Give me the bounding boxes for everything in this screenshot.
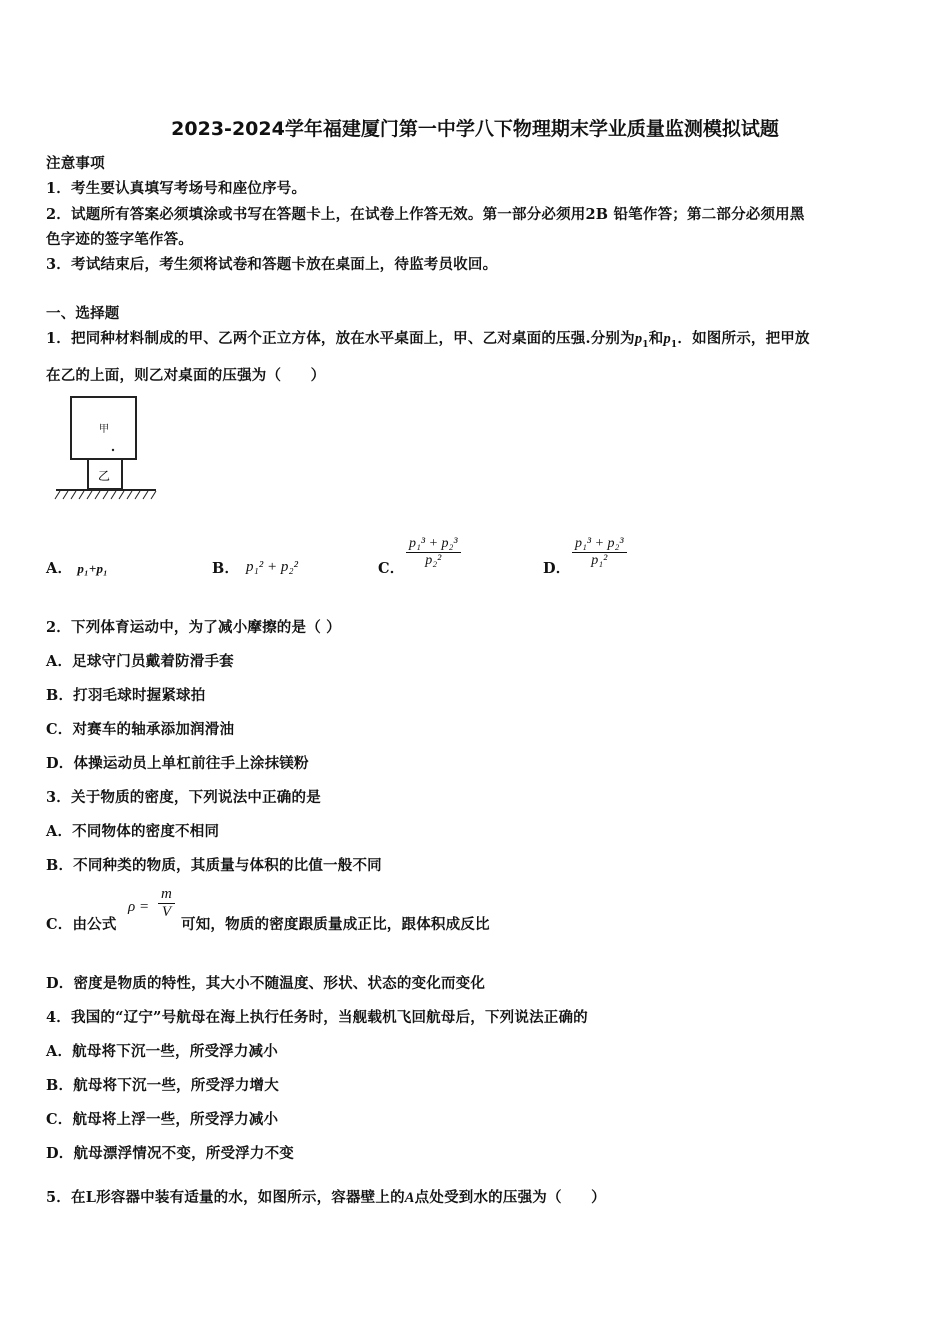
fraction-denominator: V (161, 904, 171, 920)
q5-text-a: 5．在L形容器中装有适量的水，如图所示，容器壁上的 (46, 1189, 405, 1206)
option-label: A． (46, 560, 73, 577)
q1-text-tail: ．如图所示，把甲放 (677, 330, 810, 347)
page-title: 2023-2024学年福建厦门第一中学八下物理期末学业质量监测模拟试题 (171, 118, 779, 140)
option-b[interactable]: B．打羽毛球时握紧球拍 (46, 687, 206, 704)
option-d-label[interactable]: D． (543, 560, 571, 577)
block-jia-label: 甲 (99, 424, 109, 435)
block-yi-label: 乙 (98, 469, 111, 483)
question-1-stem-line2: 在乙的上面，则乙对桌面的压强为（ ） (46, 367, 326, 384)
p-subscript: 1 (670, 339, 678, 350)
notice-item: 3．考试结束后，考生须将试卷和答题卡放在桌面上，待监考员收回。 (46, 256, 498, 273)
density-fraction (158, 886, 175, 921)
option-a[interactable]: A．足球守门员戴着防滑手套 (46, 653, 234, 670)
option-c[interactable]: C．对赛车的轴承添加润滑油 (46, 721, 235, 738)
question-4-stem: 4．我国的“辽宁”号航母在海上执行任务时，当舰载机飞回航母后，下列说法正确的 (46, 1009, 588, 1026)
option-b[interactable]: B．航母将下沉一些，所受浮力增大 (46, 1077, 279, 1094)
option-a[interactable]: A．航母将下沉一些，所受浮力减小 (46, 1043, 278, 1060)
option-b-formula: p₁² + p₂² (246, 559, 299, 575)
option-d[interactable]: D．密度是物质的特性，其大小不随温度、形状、状态的变化而变化 (46, 975, 486, 992)
fraction-denominator: p₂² (425, 553, 442, 568)
question-5-stem (46, 1186, 606, 1207)
option-c-post: 可知，物质的密度跟质量成正比，跟体积成反比 (181, 916, 490, 933)
option-a[interactable]: A．不同物体的密度不相同 (46, 823, 220, 840)
option-c-pre[interactable]: C．由公式 (46, 916, 117, 933)
q5-text-b: 点处受到水的压强为（ ） (414, 1189, 606, 1206)
section-heading: 一、选择题 (46, 305, 120, 322)
question-1-stem (46, 327, 810, 350)
q1-and: 和 (648, 330, 664, 347)
question-2-stem: 2．下列体育运动中，为了减小摩擦的是（ ） (46, 619, 341, 636)
notice-heading: 注意事项 (46, 155, 105, 172)
option-c-label[interactable]: C． (378, 560, 405, 577)
option-a-formula: p₁+p₁ (77, 561, 108, 576)
p-subscript: 1 (642, 339, 649, 350)
option-d[interactable]: D．航母漂浮情况不变，所受浮力不变 (46, 1145, 294, 1162)
blocks-figure (50, 394, 162, 504)
fraction-numerator: m (158, 886, 175, 904)
notice-item: 色字迹的签字笔作答。 (46, 231, 193, 248)
option-b-label[interactable]: B． (212, 560, 240, 577)
option-a[interactable] (46, 557, 108, 578)
option-d[interactable]: D．体操运动员上单杠前往手上涂抹镁粉 (46, 755, 309, 772)
option-c[interactable]: C．航母将上浮一些，所受浮力减小 (46, 1111, 279, 1128)
option-b[interactable]: B．不同种类的物质，其质量与体积的比值一般不同 (46, 857, 382, 874)
p-symbol: p (663, 331, 671, 347)
dot (112, 449, 114, 451)
fraction-denominator: p₁² (591, 553, 608, 568)
fraction-numerator: p₁³ + p₂³ (406, 536, 461, 553)
fraction-numerator: p₁³ + p₂³ (572, 536, 627, 553)
option-d-fraction (572, 536, 627, 569)
question-3-stem: 3．关于物质的密度，下列说法中正确的是 (46, 789, 321, 806)
rho-symbol: ρ = (128, 899, 150, 915)
q1-text-a: 1．把同种材料制成的甲、乙两个正立方体，放在水平桌面上，甲、乙对桌面的压强.分别为 (46, 330, 635, 347)
ground-hatch (55, 491, 156, 499)
point-a-symbol: A (404, 1190, 415, 1206)
notice-item: 2．试题所有答案必须填涂或书写在答题卡上，在试卷上作答无效。第一部分必须用2B 铅笔作答；第二部分必须用黑 (46, 206, 805, 223)
option-c-fraction (406, 536, 461, 569)
p-symbol: p (634, 331, 643, 347)
notice-item: 1．考生要认真填写考场号和座位序号。 (46, 180, 307, 197)
